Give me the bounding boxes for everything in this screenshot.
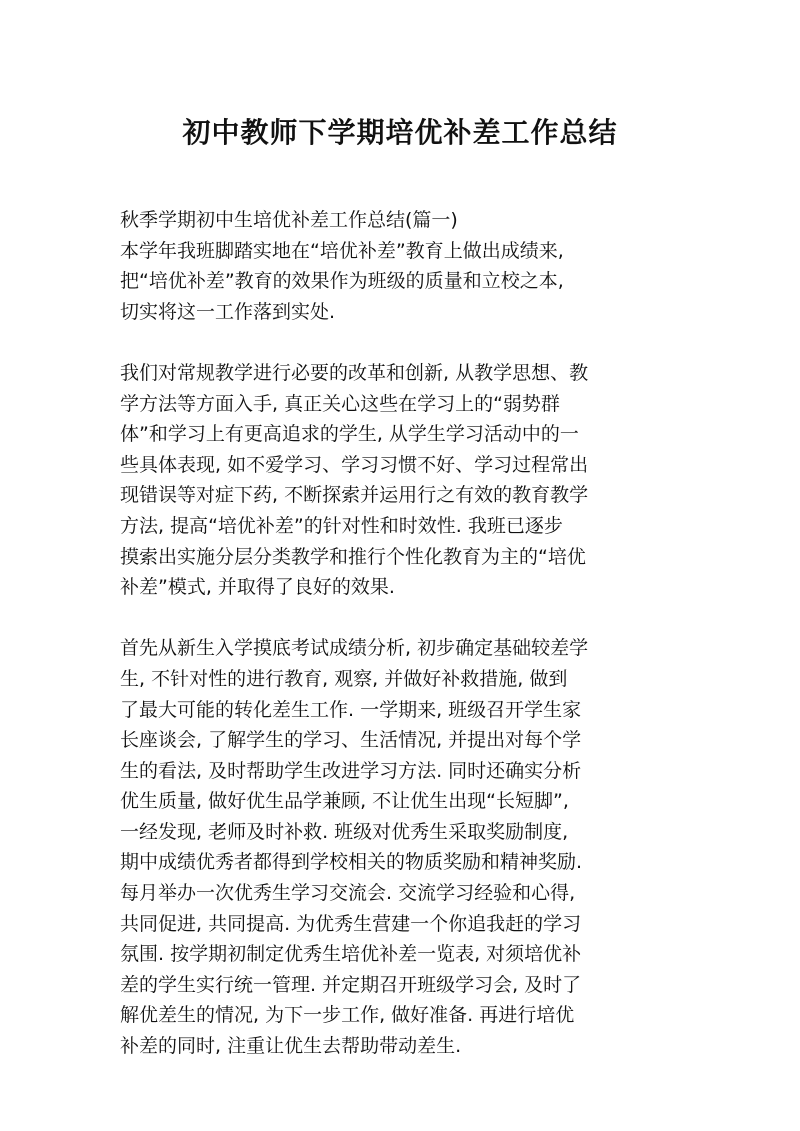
paragraph-line: 本学年我班脚踏实地在“培优补差”教育上做出成绩来, bbox=[120, 239, 564, 262]
paragraph-line: 了最大可能的转化差生工作. 一学期来, 班级召开学生家 bbox=[120, 698, 582, 721]
paragraph-line: 方法, 提高“培优补差”的针对性和时效性. 我班已逐步 bbox=[120, 514, 563, 537]
paragraph-line: 体”和学习上有更高追求的学生, 从学生学习活动中的一 bbox=[120, 423, 579, 446]
paragraph-1 bbox=[120, 236, 665, 328]
document-body bbox=[120, 205, 665, 1062]
paragraph-line: 一经发现, 老师及时补救. 班级对优秀生采取奖励制度, bbox=[120, 820, 569, 843]
paragraph-line: 现错误等对症下药, 不断探索并运用行之有效的教育教学 bbox=[120, 484, 589, 507]
paragraph-line: 补差”模式, 并取得了良好的效果. bbox=[120, 576, 395, 599]
paragraph-line: 差的学生实行统一管理. 并定期召开班级学习会, 及时了 bbox=[120, 973, 582, 996]
paragraph-spacer bbox=[120, 603, 665, 634]
paragraph-line: 优生质量, 做好优生品学兼顾, 不让优生出现“长短脚”, bbox=[120, 790, 569, 813]
paragraph-line: 摸索出实施分层分类教学和推行个性化教育为主的“培优 bbox=[120, 545, 586, 568]
paragraph-line: 学方法等方面入手, 真正关心这些在学习上的“弱势群 bbox=[120, 392, 560, 415]
paragraph-line: 共同促进, 共同提高. 为优秀生营建一个你追我赶的学习 bbox=[120, 912, 582, 935]
paragraph-spacer bbox=[120, 327, 665, 358]
paragraph-3 bbox=[120, 633, 665, 1061]
paragraph-line: 生的看法, 及时帮助学生改进学习方法. 同时还确实分析 bbox=[120, 759, 582, 782]
paragraph-line: 期中成绩优秀者都得到学校相关的物质奖励和精神奖励. bbox=[120, 851, 583, 874]
paragraph-line: 生, 不针对性的进行教育, 观察, 并做好补救措施, 做到 bbox=[120, 667, 568, 690]
paragraph-line: 氛围. 按学期初制定优秀生培优补差一览表, 对须培优补 bbox=[120, 943, 582, 966]
section-heading: 秋季学期初中生培优补差工作总结(篇一) bbox=[120, 209, 458, 231]
paragraph-line: 我们对常规教学进行必要的改革和创新, 从教学思想、教 bbox=[120, 361, 589, 384]
paragraph-line: 首先从新生入学摸底考试成绩分析, 初步确定基础较差学 bbox=[120, 637, 589, 660]
paragraph-line: 解优差生的情况, 为下一步工作, 做好准备. 再进行培优 bbox=[120, 1004, 575, 1027]
paragraph-line: 每月举办一次优秀生学习交流会. 交流学习经验和心得, bbox=[120, 882, 576, 905]
document-title: 初中教师下学期培优补差工作总结 bbox=[182, 116, 618, 149]
paragraph-line: 些具体表现, 如不爱学习、学习习惯不好、学习过程常出 bbox=[120, 453, 589, 476]
paragraph-line: 把“培优补差”教育的效果作为班级的质量和立校之本, bbox=[120, 270, 564, 293]
paragraph-2 bbox=[120, 358, 665, 603]
paragraph-line: 长座谈会, 了解学生的学习、生活情况, 并提出对每个学 bbox=[120, 729, 582, 752]
paragraph-line: 补差的同时, 注重让优生去帮助带动差生. bbox=[120, 1035, 462, 1058]
paragraph-line: 切实将这一工作落到实处. bbox=[120, 300, 336, 323]
